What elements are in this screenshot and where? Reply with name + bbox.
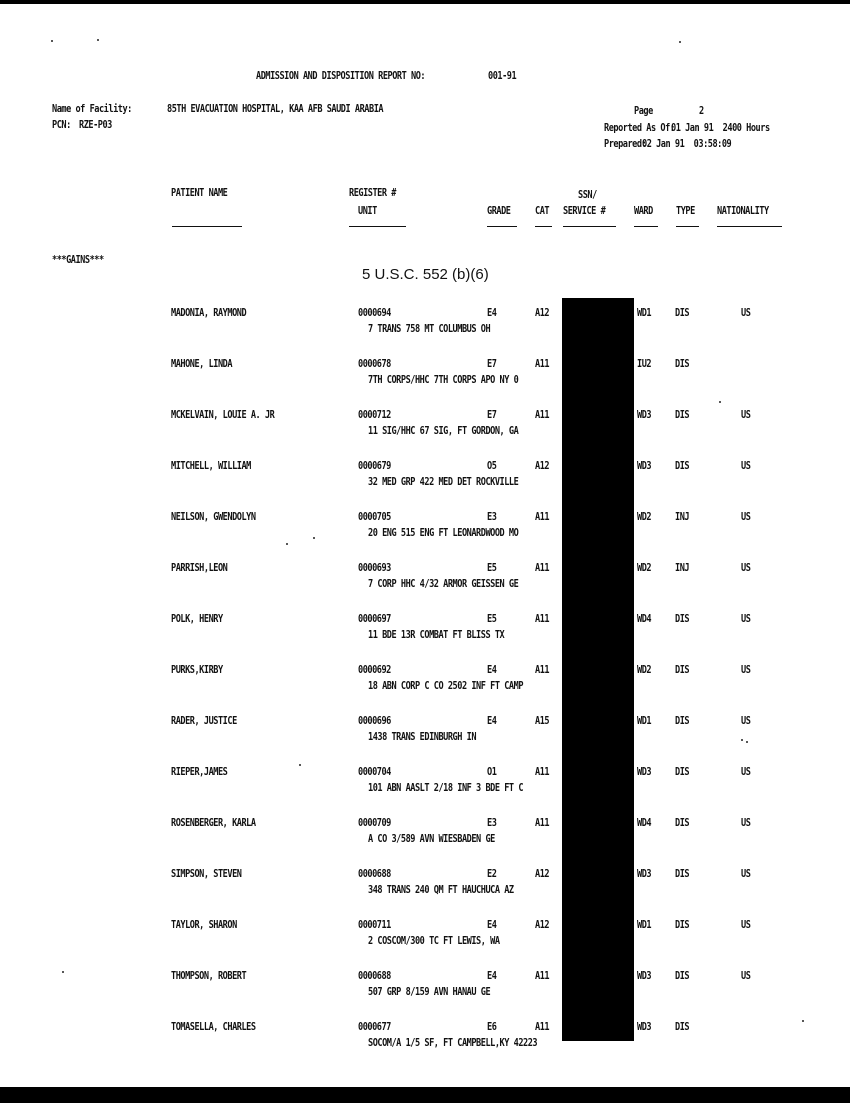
col-register: REGISTER # bbox=[349, 186, 396, 199]
unit: 7 TRANS 758 MT COLUMBUS OH bbox=[368, 322, 491, 335]
nationality: US bbox=[741, 714, 751, 727]
header-underline bbox=[563, 226, 616, 227]
col-patient-name: PATIENT NAME bbox=[171, 186, 228, 199]
page-label: Page bbox=[634, 104, 653, 117]
register-number: 0000711 bbox=[358, 918, 391, 931]
unit: 1438 TRANS EDINBURGH IN bbox=[368, 730, 477, 743]
ward: WD1 bbox=[637, 918, 652, 931]
col-unit: UNIT bbox=[358, 204, 377, 217]
nationality: US bbox=[741, 459, 751, 472]
grade: E7 bbox=[487, 357, 497, 370]
table-row bbox=[0, 816, 850, 856]
grade: E6 bbox=[487, 1020, 497, 1033]
disposition-type: INJ bbox=[675, 561, 690, 574]
category: A12 bbox=[535, 918, 550, 931]
category: A11 bbox=[535, 663, 550, 676]
pcn-label: PCN: bbox=[52, 118, 71, 131]
category: A15 bbox=[535, 714, 550, 727]
table-row bbox=[0, 714, 850, 754]
category: A12 bbox=[535, 459, 550, 472]
header-underline bbox=[634, 226, 658, 227]
grade: E7 bbox=[487, 408, 497, 421]
facility-label: Name of Facility: bbox=[52, 102, 132, 115]
grade: E3 bbox=[487, 816, 497, 829]
register-number: 0000694 bbox=[358, 306, 391, 319]
ward: WD3 bbox=[637, 867, 652, 880]
nationality: US bbox=[741, 561, 751, 574]
register-number: 0000712 bbox=[358, 408, 391, 421]
unit: SOCOM/A 1/5 SF, FT CAMPBELL,KY 42223 bbox=[368, 1036, 538, 1049]
register-number: 0000677 bbox=[358, 1020, 391, 1033]
unit: A CO 3/589 AVN WIESBADEN GE bbox=[368, 832, 495, 845]
grade: E4 bbox=[487, 918, 497, 931]
table-row bbox=[0, 612, 850, 652]
header-underline bbox=[349, 226, 406, 227]
disposition-type: DIS bbox=[675, 612, 690, 625]
scan-speck bbox=[51, 40, 53, 42]
unit: 101 ABN AASLT 2/18 INF 3 BDE FT C bbox=[368, 781, 524, 794]
table-row bbox=[0, 918, 850, 958]
header-underline bbox=[717, 226, 782, 227]
facility-value: 85TH EVACUATION HOSPITAL, KAA AFB SAUDI ARABIA bbox=[167, 102, 384, 115]
grade: E5 bbox=[487, 561, 497, 574]
patient-name: SIMPSON, STEVEN bbox=[171, 867, 242, 880]
reported-label: Reported As Of: bbox=[604, 121, 675, 134]
header-underline bbox=[676, 226, 699, 227]
unit: 7 CORP HHC 4/32 ARMOR GEISSEN GE bbox=[368, 577, 519, 590]
col-ssn-bottom: SERVICE # bbox=[563, 204, 606, 217]
nationality: US bbox=[741, 663, 751, 676]
table-row bbox=[0, 306, 850, 346]
category: A11 bbox=[535, 561, 550, 574]
category: A12 bbox=[535, 867, 550, 880]
patient-name: MCKELVAIN, LOUIE A. JR bbox=[171, 408, 275, 421]
disposition-type: DIS bbox=[675, 969, 690, 982]
unit: 507 GRP 8/159 AVN HANAU GE bbox=[368, 985, 491, 998]
patient-name: RADER, JUSTICE bbox=[171, 714, 237, 727]
prepared-label: Prepared: bbox=[604, 137, 647, 150]
nationality: US bbox=[741, 306, 751, 319]
ward: WD3 bbox=[637, 765, 652, 778]
ward: WD3 bbox=[637, 1020, 652, 1033]
category: A11 bbox=[535, 408, 550, 421]
unit: 11 SIG/HHC 67 SIG, FT GORDON, GA bbox=[368, 424, 519, 437]
patient-name: NEILSON, GWENDOLYN bbox=[171, 510, 256, 523]
register-number: 0000697 bbox=[358, 612, 391, 625]
register-number: 0000679 bbox=[358, 459, 391, 472]
register-number: 0000692 bbox=[358, 663, 391, 676]
ward: WD2 bbox=[637, 663, 652, 676]
disposition-type: DIS bbox=[675, 357, 690, 370]
table-row bbox=[0, 357, 850, 397]
category: A11 bbox=[535, 510, 550, 523]
grade: E2 bbox=[487, 867, 497, 880]
report-number: 001-91 bbox=[488, 69, 517, 82]
prepared-value: 02 Jan 91 03:58:09 bbox=[642, 137, 732, 150]
col-cat: CAT bbox=[535, 204, 550, 217]
pcn-value: RZE-P03 bbox=[79, 118, 112, 131]
category: A11 bbox=[535, 969, 550, 982]
table-row bbox=[0, 510, 850, 550]
register-number: 0000678 bbox=[358, 357, 391, 370]
nationality: US bbox=[741, 765, 751, 778]
ssn-redaction-block bbox=[562, 298, 634, 1041]
patient-name: MAHONE, LINDA bbox=[171, 357, 233, 370]
disposition-type: DIS bbox=[675, 459, 690, 472]
register-number: 0000704 bbox=[358, 765, 391, 778]
grade: O5 bbox=[487, 459, 497, 472]
table-row bbox=[0, 459, 850, 499]
patient-name: THOMPSON, ROBERT bbox=[171, 969, 247, 982]
report-title: ADMISSION AND DISPOSITION REPORT NO: bbox=[256, 69, 426, 82]
unit: 32 MED GRP 422 MED DET ROCKVILLE bbox=[368, 475, 519, 488]
grade: E4 bbox=[487, 306, 497, 319]
unit: 18 ABN CORP C CO 2502 INF FT CAMP bbox=[368, 679, 524, 692]
ward: WD1 bbox=[637, 306, 652, 319]
category: A11 bbox=[535, 765, 550, 778]
table-row bbox=[0, 663, 850, 703]
unit: 348 TRANS 240 QM FT HAUCHUCA AZ bbox=[368, 883, 514, 896]
section-gains-label: ***GAINS*** bbox=[52, 253, 104, 266]
grade: E5 bbox=[487, 612, 497, 625]
patient-name: MITCHELL, WILLIAM bbox=[171, 459, 251, 472]
scan-speck bbox=[679, 41, 681, 43]
ward: WD1 bbox=[637, 714, 652, 727]
patient-name: TAYLOR, SHARON bbox=[171, 918, 237, 931]
table-row bbox=[0, 408, 850, 448]
col-type: TYPE bbox=[676, 204, 695, 217]
ward: WD3 bbox=[637, 969, 652, 982]
unit: 2 COSCOM/300 TC FT LEWIS, WA bbox=[368, 934, 500, 947]
register-number: 0000709 bbox=[358, 816, 391, 829]
ward: WD3 bbox=[637, 408, 652, 421]
ward: WD4 bbox=[637, 612, 652, 625]
header-underline bbox=[172, 226, 242, 227]
disposition-type: DIS bbox=[675, 408, 690, 421]
table-row bbox=[0, 561, 850, 601]
page-number: 2 bbox=[699, 104, 704, 117]
scan-speck bbox=[719, 401, 721, 403]
scan-bottom-edge bbox=[0, 1087, 850, 1103]
patient-name: TOMASELLA, CHARLES bbox=[171, 1020, 256, 1033]
category: A11 bbox=[535, 1020, 550, 1033]
disposition-type: DIS bbox=[675, 663, 690, 676]
header-underline bbox=[487, 226, 517, 227]
category: A11 bbox=[535, 357, 550, 370]
category: A12 bbox=[535, 306, 550, 319]
ward: WD4 bbox=[637, 816, 652, 829]
disposition-type: DIS bbox=[675, 816, 690, 829]
register-number: 0000688 bbox=[358, 969, 391, 982]
table-row bbox=[0, 1020, 850, 1060]
col-grade: GRADE bbox=[487, 204, 511, 217]
category: A11 bbox=[535, 816, 550, 829]
disposition-type: DIS bbox=[675, 765, 690, 778]
disposition-type: DIS bbox=[675, 306, 690, 319]
disposition-type: INJ bbox=[675, 510, 690, 523]
unit: 20 ENG 515 ENG FT LEONARDWOOD MO bbox=[368, 526, 519, 539]
col-ward: WARD bbox=[634, 204, 653, 217]
register-number: 0000688 bbox=[358, 867, 391, 880]
patient-name: POLK, HENRY bbox=[171, 612, 223, 625]
patient-name: ROSENBERGER, KARLA bbox=[171, 816, 256, 829]
grade: E4 bbox=[487, 969, 497, 982]
nationality: US bbox=[741, 867, 751, 880]
category: A11 bbox=[535, 612, 550, 625]
nationality: US bbox=[741, 408, 751, 421]
register-number: 0000696 bbox=[358, 714, 391, 727]
table-row bbox=[0, 867, 850, 907]
disposition-type: DIS bbox=[675, 867, 690, 880]
table-row bbox=[0, 765, 850, 805]
grade: O1 bbox=[487, 765, 497, 778]
col-nationality: NATIONALITY bbox=[717, 204, 769, 217]
nationality: US bbox=[741, 816, 751, 829]
col-ssn-top: SSN/ bbox=[578, 188, 597, 201]
header-underline bbox=[535, 226, 552, 227]
nationality: US bbox=[741, 969, 751, 982]
disposition-type: DIS bbox=[675, 714, 690, 727]
patient-name: MADONIA, RAYMOND bbox=[171, 306, 247, 319]
foia-exemption-note: 5 U.S.C. 552 (b)(6) bbox=[362, 266, 489, 283]
ward: IU2 bbox=[637, 357, 652, 370]
disposition-type: DIS bbox=[675, 918, 690, 931]
patient-name: RIEPER,JAMES bbox=[171, 765, 228, 778]
ward: WD2 bbox=[637, 510, 652, 523]
nationality: US bbox=[741, 510, 751, 523]
unit: 11 BDE 13R COMBAT FT BLISS TX bbox=[368, 628, 505, 641]
grade: E3 bbox=[487, 510, 497, 523]
scan-top-edge bbox=[0, 0, 850, 4]
nationality: US bbox=[741, 918, 751, 931]
disposition-type: DIS bbox=[675, 1020, 690, 1033]
scan-speck bbox=[97, 39, 99, 41]
ward: WD2 bbox=[637, 561, 652, 574]
grade: E4 bbox=[487, 663, 497, 676]
ward: WD3 bbox=[637, 459, 652, 472]
grade: E4 bbox=[487, 714, 497, 727]
unit: 7TH CORPS/HHC 7TH CORPS APO NY 0 bbox=[368, 373, 519, 386]
register-number: 0000693 bbox=[358, 561, 391, 574]
nationality: US bbox=[741, 612, 751, 625]
patient-name: PARRISH,LEON bbox=[171, 561, 228, 574]
patient-name: PURKS,KIRBY bbox=[171, 663, 223, 676]
register-number: 0000705 bbox=[358, 510, 391, 523]
table-row bbox=[0, 969, 850, 1009]
reported-value: 01 Jan 91 2400 Hours bbox=[671, 121, 770, 134]
